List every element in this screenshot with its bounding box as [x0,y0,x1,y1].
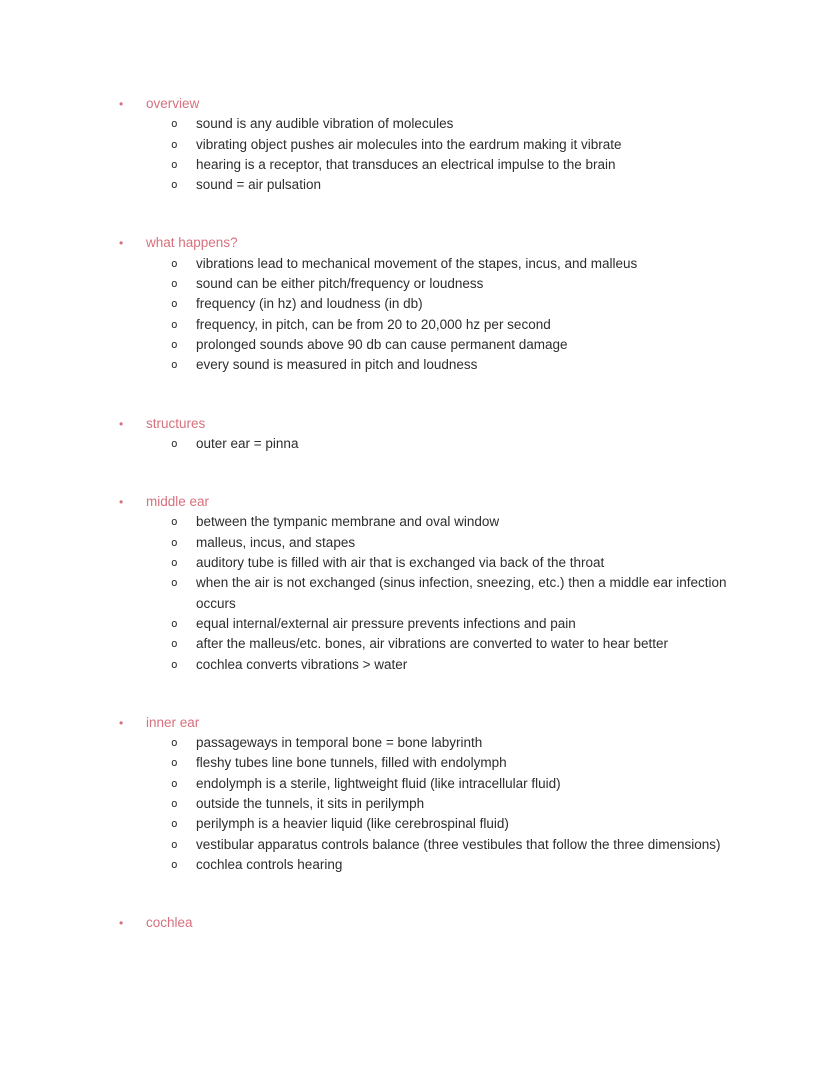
section-heading: what happens? [146,235,238,251]
list-item [0,155,828,175]
list-item [0,753,828,773]
list-item-text: malleus, incus, and stapes [196,534,356,550]
list-item-text: equal internal/external air pressure prevents infections and pain [196,615,576,631]
notes-section [0,414,828,455]
circle-bullet-icon: o [171,157,178,171]
list-item-text: cochlea controls hearing [196,856,343,872]
notes-section [0,492,828,675]
circle-bullet-icon: o [171,797,178,811]
list-item [0,114,828,134]
list-item [0,634,828,654]
list-item-text: cochlea converts vibrations > water [196,656,408,672]
circle-bullet-icon: o [171,535,178,549]
list-item [0,315,828,335]
section-heading-row [0,414,828,434]
list-item-text: passageways in temporal bone = bone labyrinth [196,735,483,751]
section-heading-row [0,492,828,512]
filled-bullet-icon: • [119,495,124,510]
list-item-text: sound = air pulsation [196,177,321,193]
list-item-text: hearing is a receptor, that transduces an electrical impulse to the brain [196,156,616,172]
circle-bullet-icon: o [171,837,178,851]
list-item [0,533,828,553]
list-item [0,135,828,155]
section-heading: cochlea [146,915,193,931]
list-item-text: prolonged sounds above 90 db can cause permanent damage [196,336,568,352]
section-heading: inner ear [146,714,200,730]
list-item-text: endolymph is a sterile, lightweight fluid (like intracellular fluid) [196,775,561,791]
list-item-text: when the air is not exchanged (sinus infection, sneezing, etc.) then a middle ear infection occurs [196,575,727,611]
circle-bullet-icon: o [171,857,178,871]
list-item [0,855,828,875]
section-heading: structures [146,415,206,431]
list-item [0,794,828,814]
circle-bullet-icon: o [171,776,178,790]
section-heading-row [0,233,828,253]
circle-bullet-icon: o [171,616,178,630]
list-item [0,553,828,573]
notes-section [0,713,828,875]
section-heading: middle ear [146,494,210,510]
list-item-text: after the malleus/etc. bones, air vibrations are converted to water to hear better [196,636,668,652]
filled-bullet-icon: • [119,236,124,251]
section-heading-row [0,94,828,114]
list-item-text: frequency, in pitch, can be from 20 to 20,000 hz per second [196,316,551,332]
list-item-text: every sound is measured in pitch and loudness [196,357,478,373]
section-heading-row [0,713,828,733]
list-item-text: frequency (in hz) and loudness (in db) [196,296,423,312]
section-heading: overview [146,96,200,111]
circle-bullet-icon: o [171,817,178,831]
circle-bullet-icon: o [171,317,178,331]
list-item [0,614,828,634]
list-item [0,254,828,274]
circle-bullet-icon: o [171,337,178,351]
circle-bullet-icon: o [171,756,178,770]
list-item [0,814,828,834]
list-item [0,733,828,753]
list-item [0,355,828,375]
filled-bullet-icon: • [119,416,124,431]
circle-bullet-icon: o [171,657,178,671]
circle-bullet-icon: o [171,137,178,151]
list-item-text: vibrating object pushes air molecules into the eardrum making it vibrate [196,136,622,152]
list-item [0,434,828,454]
list-item [0,335,828,355]
list-item-text: sound can be either pitch/frequency or loudness [196,276,484,292]
list-item-text: fleshy tubes line bone tunnels, filled with endolymph [196,755,507,771]
filled-bullet-icon: • [119,916,124,931]
list-item [0,573,828,614]
list-item [0,835,828,855]
list-item [0,175,828,195]
list-item-text: between the tympanic membrane and oval window [196,514,500,530]
list-item-text: outside the tunnels, it sits in perilymph [196,796,425,812]
list-item-text: outer ear = pinna [196,435,299,451]
list-item-text: vestibular apparatus controls balance (three vestibules that follow the three dimensions) [196,836,721,852]
list-item-text: vibrations lead to mechanical movement of the stapes, incus, and malleus [196,255,638,271]
notes-section [0,94,828,195]
circle-bullet-icon: o [171,117,178,131]
notes-section [0,913,828,933]
circle-bullet-icon: o [171,515,178,529]
circle-bullet-icon: o [171,736,178,750]
list-item [0,274,828,294]
circle-bullet-icon: o [171,576,178,590]
list-item [0,512,828,532]
circle-bullet-icon: o [171,256,178,270]
circle-bullet-icon: o [171,178,178,192]
list-item [0,655,828,675]
list-item-text: perilymph is a heavier liquid (like cerebrospinal fluid) [196,816,509,832]
section-heading-row [0,913,828,933]
circle-bullet-icon: o [171,277,178,291]
list-item [0,774,828,794]
circle-bullet-icon: o [171,436,178,450]
circle-bullet-icon: o [171,637,178,651]
list-item [0,294,828,314]
circle-bullet-icon: o [171,556,178,570]
circle-bullet-icon: o [171,297,178,311]
list-item-text: sound is any audible vibration of molecules [196,116,454,132]
circle-bullet-icon: o [171,358,178,372]
list-item-text: auditory tube is filled with air that is exchanged via back of the throat [196,555,605,571]
notes-section [0,233,828,375]
filled-bullet-icon: • [119,715,124,730]
filled-bullet-icon: • [119,97,124,111]
